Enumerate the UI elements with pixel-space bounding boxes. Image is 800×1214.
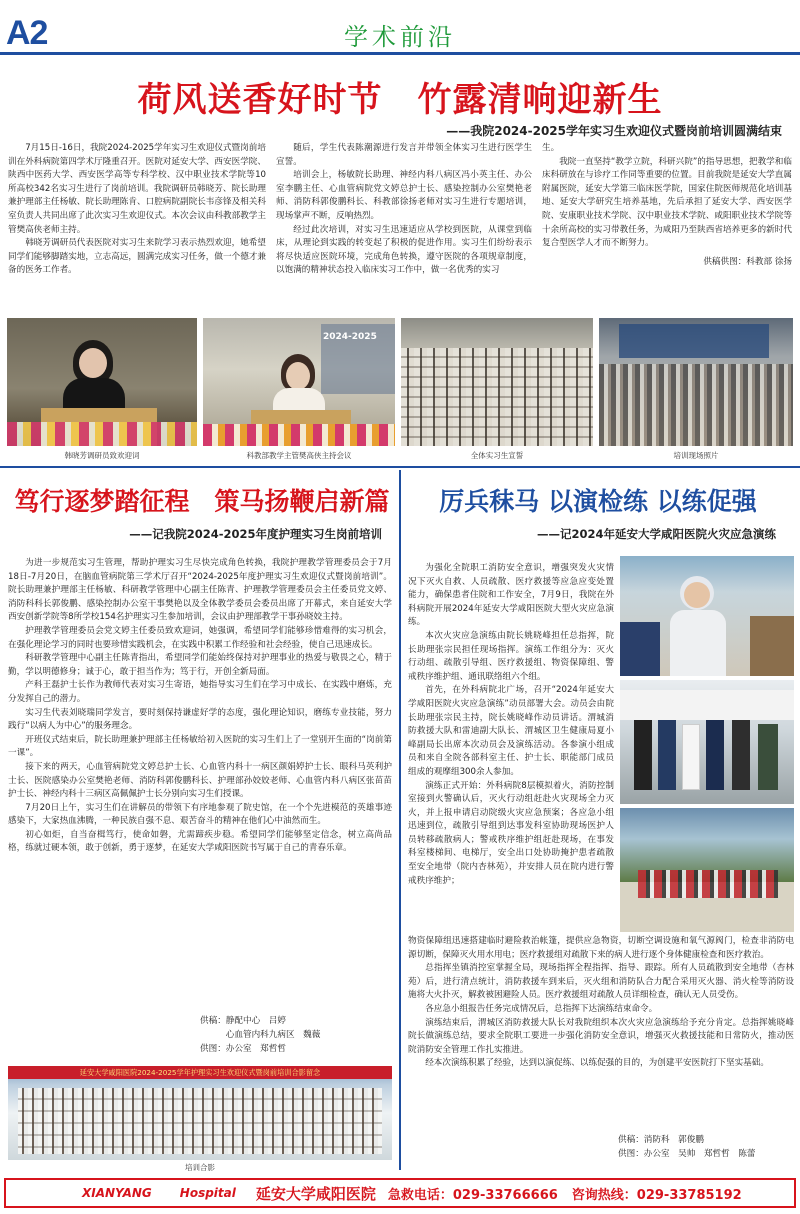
section-title: 学术前沿	[344, 23, 456, 51]
article1-title: 荷风送香好时节 竹露清响迎新生	[137, 80, 663, 120]
section-divider	[0, 466, 800, 468]
paragraph: 科研教学管理中心副主任陈青指出，希望同学们能始终保持对护理事业的热爱与敬畏之心，精于勤，学以明德修身；诚于心，敢于担当作为；笃于行，开创全新局面。	[8, 653, 392, 677]
photo-caption: 培训合影	[185, 1163, 215, 1172]
article2-credits	[200, 1014, 390, 1056]
article3-subtitle: ——记2024年延安大学咸阳医院火灾应急演练	[536, 527, 776, 541]
credit-line: 供图：办公室 吴帅 郑哲哲 陈蕾	[618, 1149, 756, 1159]
footer-en-xianyang: XIANYANG	[82, 1186, 152, 1200]
paragraph: 实习生代表刘晓瑞同学发言，要时刻保持谦虚好学的态度，强化理论知识，磨练专业技能，努力践行“以病人为中心”的服务理念。	[8, 707, 392, 732]
paragraph: 产科王磊护士长作为教师代表对实习生寄语，她指导实习生们在学习中成长、在实践中磨炼，充分发挥自己的潜力。	[8, 680, 392, 704]
article1-col2	[276, 142, 532, 278]
article1-col1	[8, 142, 266, 278]
paragraph: 经本次演练积累了经验，达到以演促练、以练促强的目的，为创建平安医院打下坚实基础。	[425, 1058, 769, 1069]
footer-consult-phone: 咨询热线：029-33785192	[571, 1187, 742, 1203]
paragraph: 物资保障组迅速搭建临时避险救治帐篷，提供应急物资，切断空调设施和氧气源阀门，检查非消防电源切断，保障灭火用水用电；医疗救援组对疏散下来的病人进行逐个身体健康检查和医疗救治。	[408, 936, 794, 960]
column-divider	[399, 470, 401, 1170]
paragraph: 随后，学生代表陈潮源进行发言并带领全体实习生进行医学生宣誓。	[276, 143, 532, 167]
article3-credits	[618, 1133, 794, 1161]
paragraph: 演练正式开始：外科病院8层模拟着火，消防控制室接到火警确认后，灭火行动组赶赴火灾现场全力灭火，并上报申请启动院级火灾应急预案；各应急小组迅速到位，疏散引导组到达事发科室协助现场医护人员转移疏散病人；警戒秩序维护组赶赴现场，在事发科室楼梯间、电梯厅，安全出口处协助掩护患者疏散至安全地带（院内杏林苑），并安排人员在院内进行警戒秩序维护；	[408, 780, 614, 886]
paragraph: 总指挥坐镇消控室掌握全局，现场指挥全程指挥、指导、跟踪。所有人员疏散到安全地带（杏林苑）后，进行清点统计，消防救援车到来后，灭火组和消防队合力配合采用灭火器、消火栓等消防设施将大火扑灭，解救被困避险人员。医疗救援组对疏散人员详细检查，确认无人员受伤。	[408, 963, 794, 1001]
article2-subtitle: ——记我院2024-2025年度护理实习生岗前培训	[129, 527, 382, 541]
paragraph: 本次火灾应急演练由院长姚晓峰担任总指挥，院长助理张宗民担任现场指挥。演练工作组分为：灭火行动组、疏散引导组、医疗救援组、物资保障组、警戒秩序维护组、通讯联络组六个组。	[408, 630, 614, 682]
paragraph: 7月15日-16日，我院2024-2025学年实习生欢迎仪式暨岗前培训在外科病院第四学术厅隆重召开。医院对延安大学、西安医学院、陕西中医药大学、西安医学高等专科学校、汉中职业技术学院等10所高校342名实习生进行了岗前培训。我院调研员韩晓芳、院长助理兼护理部主任杨敏、院长助理陈肯、口腔病院副院长韦彦锋及相关科室负责人共同出席了此次实习生欢迎仪式。本次会议由科教部教学主管樊高侠老师主持。	[8, 143, 266, 235]
article3-title: 厉兵秣马 以演检练 以练促强	[439, 487, 757, 516]
article1-subtitle: ——我院2024-2025学年实习生欢迎仪式暨岗前培训圆满结束	[446, 124, 782, 138]
photo-host: 2024-2025	[203, 318, 395, 446]
credit-line: 供稿：静配中心 吕婷	[200, 1016, 286, 1026]
paragraph: 初心如炬，自当奋楫笃行，使命如磐，尤需蹄疾步稳。希望同学们能够坚定信念，树立高尚品格，练就过硬本领，敢于创新，勇于逐梦，在延安大学咸阳医院书写属于自己的青春乐章。	[8, 829, 392, 854]
group-photo-banner: 延安大学咸阳医院2024-2025学年护理实习生欢迎仪式暨岗前培训合影留念	[8, 1066, 392, 1079]
credit-line: 供稿：消防科 郭俊鹏	[618, 1135, 704, 1145]
paragraph: 开班仪式结束后，院长助理兼护理部主任杨敏给初入医院的实习生们上了一堂别开生面的“岗前第一课”。	[8, 734, 392, 759]
photo-speaker-welcome	[7, 318, 197, 446]
header-rule	[0, 52, 800, 55]
paragraph: 护理教学管理委员会党文婷主任委员致欢迎词，她强调，希望同学们能够珍惜难得的实习机会，在强化理论学习的同时也要珍惜实践机会，在实践中积累工作经验和社会经验，使自己迅速成长。	[8, 625, 392, 650]
photo-training-scene	[599, 318, 793, 446]
paragraph: 为强化全院职工消防安全意识，增强突发火灾情况下灭火自救、人员疏散、医疗救援等应急应变处置能力，确保患者住院和工作安全，7月9日，我院在外科病院开展2024年延安大学咸阳医院大型火灾应急演练。	[408, 563, 614, 628]
credit-line: 心血管内科九病区 魏薇	[225, 1030, 321, 1040]
article2-title: 笃行逐梦踏征程 策马扬鞭启新篇	[14, 487, 390, 516]
article3-wide-body	[408, 935, 794, 1071]
paragraph: 7月20日上午，实习生们在讲解员的带领下有序地参观了院史馆，在一个个先进模范的英雄事迹感染下，大家热血沸腾，一种民族自强不息、艰苦奋斗的精神在他们心中油然而生。	[8, 802, 392, 827]
paragraph: 首先，在外科病院北广场，召开“2024年延安大学咸阳医院火灾应急演练”动员部署大会。动员会由院长助理张宗民主持，院长姚晓峰作动员讲话。渭城消防救援大队和雷迪副大队长、渭城区卫生健康局夏小峰副局长出席本次动员会及演练活动。各参演小组成员和来自全院各部科室主任、护士长、职能部门成员组成的观摩组300余人参加。	[408, 685, 614, 777]
paragraph: 韩晓芳调研员代表医院对实习生来院学习表示热烈欢迎，她希望同学们能够脚踏实地，立志高远，圆满完成实习任务，做一个德才兼备的医务工作者。	[8, 238, 266, 276]
article2-body	[8, 557, 392, 856]
article3-narrow-body	[408, 562, 614, 888]
photo-caption: 培训现场照片	[673, 451, 719, 460]
photo-caption: 韩晓芳调研员致欢迎词	[64, 451, 140, 460]
photo-caption: 全体实习生宣誓	[470, 451, 524, 460]
paragraph: 生。	[542, 143, 560, 153]
photo-caption: 科教部教学主管樊高侠主持会议	[246, 451, 352, 460]
paragraph: 演练结束后，渭城区消防救援大队长对我院组织本次火灾应急演练给予充分肯定。总指挥姚晓峰院长做演练总结，要求全院职工要进一步强化消防安全意识，增强灭火救援技能和日常防火，推动医院消防安全管理工作扎实推进。	[408, 1017, 794, 1055]
photo-drill-briefing	[620, 556, 794, 676]
paragraph: 各应急小组报告任务完成情况后，总指挥下达演练结束命令。	[425, 1003, 658, 1014]
page-number: A2	[6, 14, 48, 52]
photo-drill-team	[620, 680, 794, 804]
paragraph: 经过此次培训，对实习生迅速适应从学校到医院，从课堂到临床，从理论到实践的转变起了积极的促进作用。实习生们纷纷表示将尽快适应医院环境，完成角色转换，遵守医院的各项规章制度，以饱满的精神状态投入临床实习工作中，做一名优秀的实习	[276, 224, 532, 276]
photo-group	[8, 1066, 392, 1160]
credit-line: 供图：办公室 郑哲哲	[200, 1044, 286, 1054]
article1-col3	[542, 142, 792, 269]
footer-bar	[4, 1178, 796, 1208]
paragraph: 接下来的两天，心血管病院党文婷总护士长、心血管内科十一病区颜娟婷护士长、眼科马英利护士长、医院感染办公室樊艳老师、消防科郭俊鹏科长、护理部孙姣姣老师、心血管内科八病区张苗苗护士长、神经内科十三病区高佩佩护士长分别向实习生们授课。	[8, 761, 392, 800]
footer-en-hospital: Hospital	[179, 1186, 236, 1200]
paragraph: 培训会上，杨敏院长助理、神经内科八病区冯小英主任、办公室李鹏主任、心血管病院党文婷总护士长、感染控制办公室樊艳老师、消防科郭俊鹏科长、科教部徐扬老师对实习生进行专题培训，现场掌声不断，反响热烈。	[276, 170, 532, 221]
footer-hospital-name: 延安大学咸阳医院	[255, 1184, 376, 1203]
photo-drill-evacuation	[620, 808, 794, 932]
article1-credit: 供稿供图：科教部 徐扬	[703, 256, 792, 267]
paragraph: 我院一直坚持“教学立院，科研兴院”的指导思想，把教学和临床科研放在与诊疗工作同等重要的位置。目前我院是延安大学直属附属医院，延安大学第三临床医学院，国家住院医师规范化培训基地、延安大学研究生培养基地，先后承担了延安大学、西安医学院、安康职业技术学院、汉中职业技术学院、咸阳职业技术学院等十余所高校的实习带教任务，为咸阳乃至陕西省培养更多的新时代复合型医学人才而不断努力。	[542, 156, 792, 249]
paragraph: 为进一步规范实习生管理，帮助护理实习生尽快完成角色转换，我院护理教学管理委员会于7月18日-7月20日，在脑血管病院第三学术厅召开“2024-2025年度护理实习生欢迎仪式暨岗前培训”。院长助理兼护理部主任杨敏、科研教学管理中心副主任陈青、护理教学管理委员会主任委员党文婷、消防科科长郭俊鹏、感染控制办公室干事樊艳以及全体教学委员会委员出席了开幕式，来自延安大学西安创新学院等8所学校154名护理实习生参加培训，会议由护理部教学干事孙晓姣主持。	[8, 558, 392, 623]
photo-oath	[401, 318, 593, 446]
footer-emergency-phone: 急救电话：029-33766666	[387, 1187, 558, 1203]
